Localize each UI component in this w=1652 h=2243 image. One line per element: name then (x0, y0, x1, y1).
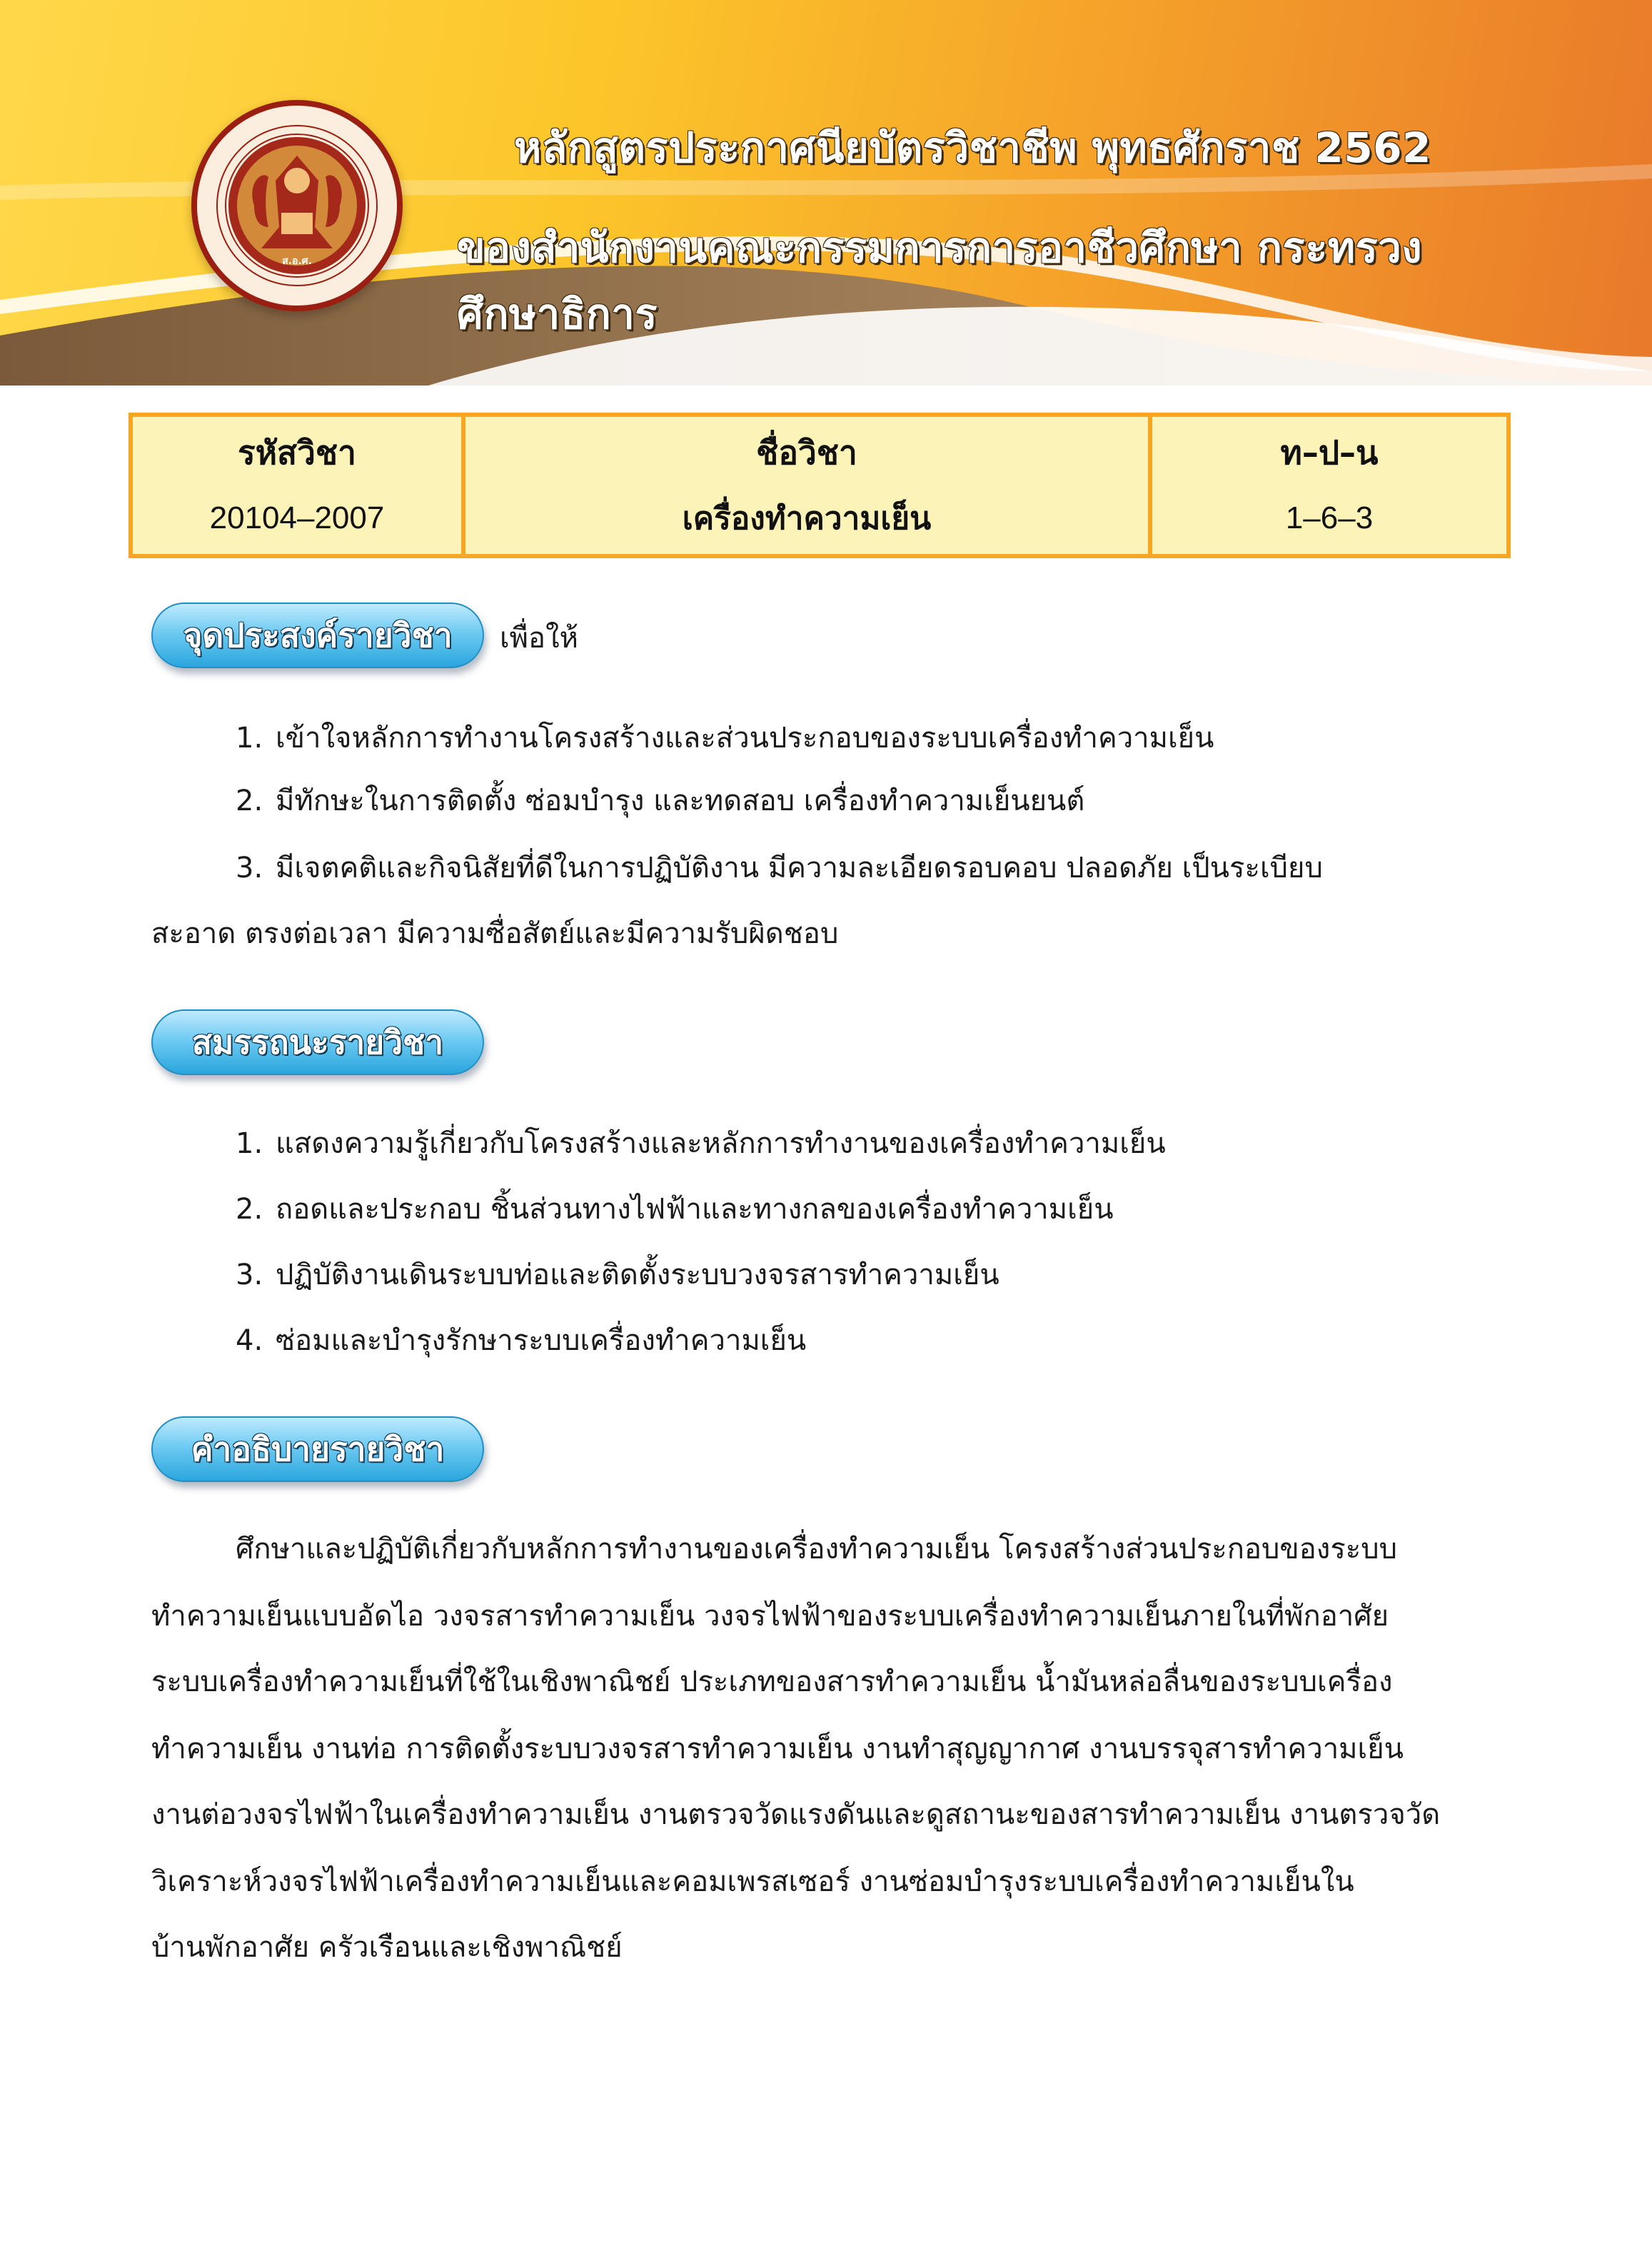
course-hours-cell (1152, 417, 1506, 554)
description-heading-pill (151, 1416, 484, 1482)
course-code-cell (133, 417, 461, 554)
competency-number: 1. (236, 1127, 263, 1160)
vec-seal-logo (191, 100, 403, 311)
objective-text: มีทักษะในการติดตั้ง ซ่อมบำรุง และทดสอบ เครื่องทำความเย็นยนต์ (276, 785, 1085, 817)
description-line: ศึกษาและปฏิบัติเกี่ยวกับหลักการทำงานของเครื่องทำความเย็น โครงสร้างส่วนประกอบของระบบ (236, 1533, 1398, 1566)
course-hours-header: ท–ป–น (1280, 433, 1379, 472)
description-line: ทำความเย็น งานท่อ การติดตั้งระบบวงจรสารทำความเย็น งานทำสุญญากาศ งานบรรจุสารทำความเย็น (151, 1733, 1404, 1765)
curriculum-subtitle: ของสำนักงานคณะกรรมการการอาชีวศึกษา กระทรวงศึกษาธิการ (457, 223, 1423, 338)
course-info-table (129, 413, 1511, 558)
objective-item (236, 768, 1084, 834)
competency-text: ปฏิบัติงานเดินระบบท่อและติดตั้งระบบวงจรสารทำความเย็น (276, 1259, 999, 1291)
competency-text: ซ่อมและบำรุงรักษาระบบเครื่องทำความเย็น (276, 1324, 807, 1357)
objective-text: มีเจตคติและกิจนิสัยที่ดีในการปฏิบัติงาน มีความละเอียดรอบคอบ ปลอดภัย เป็นระเบียบ (276, 852, 1323, 884)
seal-emblem-icon (197, 106, 397, 306)
course-hours-value: 1–6–3 (1285, 500, 1374, 535)
competency-item (236, 1176, 1114, 1242)
description-heading: คำอธิบายรายวิชา (191, 1429, 445, 1468)
competency-text: ถอดและประกอบ ชิ้นส่วนทางไฟฟ้าและทางกลของเครื่องทำความเย็น (276, 1193, 1114, 1226)
course-name-value: เครื่องทำความเย็น (682, 500, 932, 537)
objective-item (236, 705, 1214, 771)
objectives-heading: จุดประสงค์รายวิชา (183, 615, 453, 655)
svg-text:ส.อ.ศ.: ส.อ.ศ. (282, 256, 312, 267)
description-line: วิเคราะห์วงจรไฟฟ้าเครื่องทำความเย็นและคอมเพรสเซอร์ งานซ่อมบำรุงระบบเครื่องทำความเย็นใน (151, 1865, 1354, 1898)
competency-number: 3. (236, 1259, 263, 1291)
course-code-header: รหัสวิชา (238, 433, 356, 472)
objectives-intro: เพื่อให้ (500, 622, 578, 655)
competencies-heading-pill (151, 1009, 484, 1075)
description-line: บ้านพักอาศัย ครัวเรือนและเชิงพาณิชย์ (151, 1931, 623, 1964)
objective-item (236, 835, 1323, 901)
objective-number: 2. (236, 785, 263, 817)
competency-item (236, 1308, 806, 1373)
competency-text: แสดงความรู้เกี่ยวกับโครงสร้างและหลักการทำงานของเครื่องทำความเย็น (276, 1127, 1166, 1160)
objective-item-continuation: สะอาด ตรงต่อเวลา มีความซื่อสัตย์และมีความรับผิดชอบ (151, 917, 839, 950)
course-code-value: 20104–2007 (209, 500, 385, 535)
competency-number: 2. (236, 1193, 263, 1226)
objective-number: 3. (236, 852, 263, 884)
description-line: ระบบเครื่องทำความเย็นที่ใช้ในเชิงพาณิชย์ ประเภทของสารทำความเย็น น้ำมันหล่อลื่นของระบบเครื่อง (151, 1665, 1393, 1698)
competency-item (236, 1242, 999, 1308)
objectives-heading-pill (151, 603, 484, 668)
competency-item (236, 1111, 1166, 1176)
course-name-header: ชื่อวิชา (756, 433, 857, 472)
course-name-cell (465, 417, 1148, 554)
competencies-heading: สมรรถนะรายวิชา (191, 1022, 444, 1062)
description-line: งานต่อวงจรไฟฟ้าในเครื่องทำความเย็น งานตรวจวัดแรงดันและดูสถานะของสารทำความเย็น งานตรวจวัด (151, 1798, 1441, 1831)
description-line: ทำความเย็นแบบอัดไอ วงจรสารทำความเย็น วงจรไฟฟ้าของระบบเครื่องทำความเย็นภายในที่พักอาศัย (151, 1600, 1389, 1633)
curriculum-title: หลักสูตรประกาศนียบัตรวิชาชีพ พุทธศักราช 2562 (514, 124, 1431, 172)
header-banner (0, 0, 1652, 385)
competency-number: 4. (236, 1324, 263, 1357)
objective-text: เข้าใจหลักการทำงานโครงสร้างและส่วนประกอบของระบบเครื่องทำความเย็น (276, 722, 1214, 755)
objective-number: 1. (236, 722, 263, 755)
